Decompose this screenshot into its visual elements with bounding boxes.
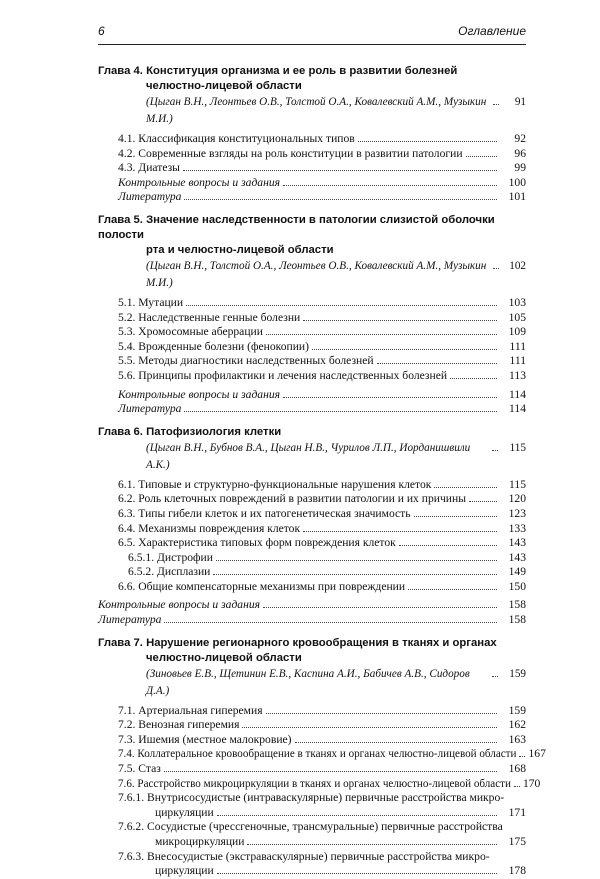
toc-entry[interactable] — [98, 132, 526, 147]
dot-leader — [493, 268, 499, 269]
entry-label: 6.6. Общие компенсаторные механизмы при повреждении — [118, 579, 406, 593]
page-ref: 143 — [508, 536, 526, 550]
chapter-title-line: Глава 5. Значение наследственности в патологии слизистой оболочки полости — [98, 213, 495, 241]
entry-label: 7.6.1. Внутрисосудистые (интраваскулярные) первичные расстройства микро- — [118, 791, 505, 805]
page-ref: 105 — [508, 310, 526, 324]
page-ref: 99 — [514, 161, 526, 175]
entry-label: Контрольные вопросы и задания — [98, 598, 261, 612]
page-ref: 143 — [508, 550, 526, 564]
dot-leader — [469, 501, 497, 502]
entry-label: 7.5. Стаз — [118, 762, 161, 776]
dot-leader — [312, 349, 497, 350]
dot-leader — [263, 607, 497, 608]
toc-entry[interactable] — [98, 850, 526, 879]
page-ref: 162 — [508, 718, 526, 732]
table-of-contents — [98, 64, 546, 879]
page-ref: 178 — [508, 864, 526, 878]
dot-leader — [303, 320, 497, 321]
authors-text: (Цыган В.Н., Бубнов В.А., Цыган Н.В., Чурилов Л.П., Иорданишвили А.К.) — [146, 441, 471, 471]
toc-entry[interactable] — [98, 762, 526, 777]
toc-entry[interactable] — [98, 388, 526, 403]
dot-leader — [295, 742, 497, 743]
chapter-authors — [98, 94, 526, 128]
entry-label: 5.1. Мутации — [118, 295, 184, 309]
chapter-title-line: Глава 7. Нарушение регионарного кровообращения в тканях и органах — [98, 636, 497, 649]
entry-label: 6.1. Типовые и структурно-функциональные нарушения клеток — [118, 477, 432, 491]
dot-leader — [493, 104, 499, 105]
page-header — [98, 22, 526, 45]
entry-label: 6.3. Типы гибели клеток и их патогенетическая значимость — [118, 506, 411, 520]
toc-entry[interactable] — [98, 478, 526, 493]
dot-leader — [184, 411, 497, 412]
page-number: 6 — [98, 24, 105, 38]
chapter-7-title[interactable] — [98, 636, 526, 666]
toc-entry[interactable] — [98, 704, 526, 719]
chapter-title-line: Глава 6. Патофизиология клетки — [98, 425, 282, 438]
page-ref: 158 — [508, 598, 526, 612]
toc-entry[interactable] — [98, 536, 526, 551]
entry-label: 7.4. Коллатеральное кровообращение в тканях и органах челюстно-лицевой области — [118, 748, 517, 761]
dot-leader — [399, 545, 497, 546]
page-ref: 96 — [514, 146, 526, 160]
entry-label: Литература — [118, 190, 182, 204]
dot-leader — [283, 185, 497, 186]
dot-leader — [186, 305, 497, 306]
entry-label: 5.2. Наследственные генные болезни — [118, 310, 301, 324]
dot-leader — [492, 676, 498, 677]
entry-label: 5.3. Хромосомные аберрации — [118, 325, 263, 339]
entry-label: Литература — [98, 613, 162, 627]
toc-entry[interactable] — [98, 296, 526, 311]
page-ref: 170 — [522, 776, 541, 790]
page-ref: 163 — [508, 732, 526, 746]
entry-label: 6.2. Роль клеточных повреждений в развитии патологии и их причины — [118, 492, 466, 506]
page-ref: 102 — [509, 259, 526, 272]
page-ref: 103 — [508, 295, 526, 309]
entry-label: 6.5.1. Дистрофии — [128, 550, 213, 564]
dot-leader — [217, 873, 497, 874]
page-ref: 159 — [509, 667, 526, 680]
toc-entry[interactable] — [98, 718, 526, 733]
page-ref: 111 — [509, 339, 526, 353]
toc-entry[interactable] — [98, 507, 526, 522]
dot-leader — [466, 156, 497, 157]
page-ref: 133 — [508, 521, 526, 535]
chapter-6-title[interactable] — [98, 425, 526, 440]
entry-label: 7.6.2. Сосудистые (чрессгеночные, трансмуральные) первичные расстройства — [118, 820, 503, 834]
page-ref: 91 — [514, 96, 526, 108]
toc-entry[interactable] — [98, 580, 526, 595]
page-ref: 150 — [508, 579, 526, 593]
toc-entry[interactable] — [98, 492, 526, 507]
chapter-title-line: рта и челюстно-лицевой области — [146, 243, 334, 256]
page-ref: 168 — [508, 762, 526, 776]
dot-leader — [303, 531, 497, 532]
dot-leader — [266, 334, 497, 335]
toc-entry[interactable] — [98, 190, 526, 205]
dot-leader — [216, 560, 497, 561]
page-ref: 114 — [509, 387, 526, 401]
toc-entry[interactable] — [98, 522, 526, 537]
entry-label: 6.5. Характеристика типовых форм повреждения клеток — [118, 536, 396, 550]
toc-entry[interactable] — [98, 354, 526, 369]
dot-leader — [514, 786, 520, 787]
toc-entry[interactable] — [98, 176, 526, 191]
chapter-4-title[interactable] — [98, 64, 526, 94]
page-ref: 171 — [508, 805, 526, 819]
toc-entry[interactable] — [98, 147, 526, 162]
entry-label: 4.1. Классификация конституциональных типов — [118, 132, 355, 145]
page-ref: 101 — [508, 190, 526, 204]
entry-label: 5.5. Методы диагностики наследственных болезней — [118, 354, 374, 368]
page-ref: 92 — [514, 132, 526, 145]
toc-entry[interactable] — [98, 791, 526, 820]
entry-label: 6.4. Механизмы повреждения клеток — [118, 521, 301, 535]
page-ref: 158 — [508, 613, 526, 627]
dot-leader — [266, 713, 497, 714]
entry-label: 4.2. Современные взгляды на роль конституции в развитии патологии — [118, 146, 463, 160]
chapter-authors — [98, 666, 526, 700]
page-ref: 114 — [509, 402, 526, 416]
toc-entry[interactable] — [98, 311, 526, 326]
entry-label: 7.1. Артериальная гиперемия — [118, 703, 263, 717]
entry-label: Литература — [118, 402, 182, 416]
chapter-title-line: челюстно-лицевой области — [146, 651, 302, 664]
dot-leader — [408, 589, 497, 590]
dot-leader — [217, 815, 497, 816]
dot-leader — [183, 170, 497, 171]
toc-entry[interactable] — [98, 733, 526, 748]
chapter-authors — [98, 258, 526, 292]
page-ref: 113 — [509, 368, 526, 382]
entry-label-continuation: циркуляции — [155, 805, 214, 819]
entry-label: 6.5.2. Дисплазии — [128, 565, 211, 579]
dot-leader — [184, 199, 497, 200]
entry-label: Контрольные вопросы и задания — [118, 387, 281, 401]
dot-leader — [519, 756, 525, 757]
toc-entry[interactable] — [98, 776, 541, 792]
chapter-5-title[interactable] — [98, 213, 526, 258]
dot-leader — [492, 450, 498, 451]
toc-entry[interactable] — [98, 820, 526, 849]
authors-text: (Цыган В.Н., Леонтьев О.В., Толстой О.А., Ковалевский А.М., Музыкин М.И.) — [146, 96, 487, 125]
dot-leader — [164, 622, 497, 623]
dot-leader — [283, 397, 497, 398]
dot-leader — [377, 363, 497, 364]
chapter-title-line: челюстно-лицевой области — [146, 80, 302, 92]
toc-entry[interactable] — [98, 325, 526, 340]
page-ref: 109 — [508, 325, 526, 339]
toc-entry[interactable] — [98, 565, 526, 580]
entry-label: 7.3. Ишемия (местное малокровие) — [118, 732, 292, 746]
dot-leader — [414, 516, 497, 517]
entry-label: 5.4. Врожденные болезни (фенокопии) — [118, 339, 309, 353]
page-ref: 159 — [508, 703, 526, 717]
chapter-authors — [98, 440, 526, 474]
authors-text: (Зиновьев Е.В., Щетинин Е.В., Каспина А.И., Бабичев А.В., Сидоров Д.А.) — [146, 667, 470, 697]
page-ref: 111 — [509, 354, 526, 368]
chapter-title-line: Глава 4. Конституция организма и ее роль в развитии болезней — [98, 65, 458, 77]
toc-entry[interactable] — [98, 598, 526, 613]
entry-label: 7.6.3. Внесосудистые (экстраваскулярные) первичные расстройства микро- — [118, 849, 490, 863]
page-ref: 120 — [508, 492, 526, 506]
dot-leader — [358, 141, 497, 142]
dot-leader — [434, 487, 497, 488]
page-ref: 115 — [509, 477, 526, 491]
authors-text: (Цыган В.Н., Толстой О.А., Леонтьев О.В., Ковалевский А.М., Музыкин М.И.) — [146, 259, 487, 289]
running-title: Оглавление — [458, 24, 526, 38]
page-ref: 100 — [508, 175, 526, 189]
dot-leader — [164, 771, 497, 772]
entry-label: Контрольные вопросы и задания — [118, 175, 281, 189]
entry-label: 7.2. Венозная гиперемия — [118, 718, 240, 732]
entry-label-continuation: циркуляции — [155, 864, 214, 878]
dot-leader — [247, 844, 497, 845]
dot-leader — [450, 378, 497, 379]
toc-entry[interactable] — [98, 613, 526, 628]
dot-leader — [213, 574, 497, 575]
page-ref: 115 — [509, 441, 526, 454]
toc-entry[interactable] — [98, 340, 526, 355]
dot-leader — [242, 727, 497, 728]
page-ref: 149 — [508, 565, 526, 579]
entry-label: 4.3. Диатезы — [118, 161, 180, 175]
entry-label-continuation: микроциркуляции — [155, 835, 245, 848]
page-ref: 167 — [528, 747, 546, 761]
page-ref: 123 — [508, 506, 526, 520]
toc-entry[interactable] — [98, 402, 526, 417]
entry-label: 7.6. Расстройство микроциркуляции в тканях и органах челюстно-лицевой области — [118, 777, 511, 790]
toc-entry[interactable] — [98, 161, 526, 176]
toc-entry[interactable] — [98, 551, 526, 566]
page-ref: 175 — [508, 835, 526, 848]
toc-entry[interactable] — [98, 369, 526, 384]
entry-label: 5.6. Принципы профилактики и лечения наследственных болезней — [118, 368, 448, 382]
